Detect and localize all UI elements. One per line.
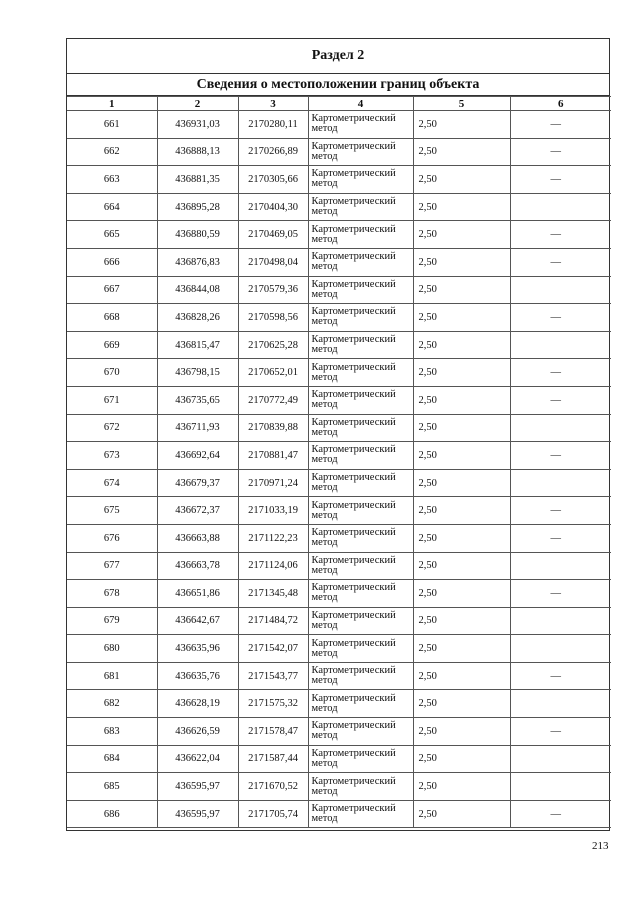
- cell-point-number: 671: [67, 386, 157, 414]
- cell-description: —: [510, 524, 611, 552]
- cell-coordinate-x: 436642,67: [157, 607, 238, 635]
- cell-coordinate-x: 436622,04: [157, 745, 238, 773]
- cell-coordinate-x: 436815,47: [157, 331, 238, 359]
- cell-accuracy: 2,50: [413, 718, 510, 746]
- cell-coordinate-x: 436844,08: [157, 276, 238, 304]
- cell-coordinate-x: 436880,59: [157, 221, 238, 249]
- cell-method: Картометрический метод: [308, 331, 413, 359]
- table-row: [67, 662, 611, 690]
- cell-point-number: 670: [67, 359, 157, 387]
- coordinates-table: [67, 96, 611, 828]
- table-row: [67, 690, 611, 718]
- cell-method: Картометрический метод: [308, 580, 413, 608]
- cell-coordinate-x: 436635,76: [157, 662, 238, 690]
- cell-point-number: 667: [67, 276, 157, 304]
- cell-point-number: 679: [67, 607, 157, 635]
- table-row: [67, 745, 611, 773]
- cell-accuracy: 2,50: [413, 166, 510, 194]
- cell-description: [510, 690, 611, 718]
- cell-point-number: 661: [67, 111, 157, 139]
- cell-description: [510, 635, 611, 663]
- cell-coordinate-y: 2171345,48: [238, 580, 308, 608]
- cell-point-number: 669: [67, 331, 157, 359]
- table-row: [67, 718, 611, 746]
- cell-method: Картометрический метод: [308, 497, 413, 525]
- cell-accuracy: 2,50: [413, 193, 510, 221]
- table-row: [67, 304, 611, 332]
- cell-coordinate-y: 2171542,07: [238, 635, 308, 663]
- cell-description: [510, 745, 611, 773]
- cell-method: Картометрический метод: [308, 166, 413, 194]
- cell-method: Картометрический метод: [308, 221, 413, 249]
- cell-point-number: 664: [67, 193, 157, 221]
- cell-description: —: [510, 580, 611, 608]
- cell-point-number: 665: [67, 221, 157, 249]
- table-row: [67, 386, 611, 414]
- cell-coordinate-x: 436931,03: [157, 111, 238, 139]
- cell-method: Картометрический метод: [308, 607, 413, 635]
- cell-coordinate-y: 2171670,52: [238, 773, 308, 801]
- cell-coordinate-y: 2170839,88: [238, 414, 308, 442]
- cell-description: —: [510, 662, 611, 690]
- cell-description: [510, 276, 611, 304]
- cell-description: —: [510, 304, 611, 332]
- cell-description: [510, 193, 611, 221]
- column-header-1: 1: [67, 97, 157, 111]
- cell-description: [510, 552, 611, 580]
- cell-accuracy: 2,50: [413, 138, 510, 166]
- cell-method: Картометрический метод: [308, 552, 413, 580]
- cell-coordinate-y: 2171543,77: [238, 662, 308, 690]
- cell-accuracy: 2,50: [413, 359, 510, 387]
- cell-accuracy: 2,50: [413, 524, 510, 552]
- table-row: [67, 552, 611, 580]
- cell-method: Картометрический метод: [308, 304, 413, 332]
- section-subtitle: Сведения о местоположении границ объекта: [67, 74, 609, 96]
- cell-method: Картометрический метод: [308, 359, 413, 387]
- table-row: [67, 497, 611, 525]
- cell-method: Картометрический метод: [308, 111, 413, 139]
- cell-point-number: 683: [67, 718, 157, 746]
- cell-accuracy: 2,50: [413, 662, 510, 690]
- cell-coordinate-y: 2171575,32: [238, 690, 308, 718]
- cell-coordinate-y: 2170579,36: [238, 276, 308, 304]
- table-row: [67, 138, 611, 166]
- cell-method: Картометрический метод: [308, 386, 413, 414]
- cell-point-number: 680: [67, 635, 157, 663]
- cell-coordinate-x: 436628,19: [157, 690, 238, 718]
- cell-accuracy: 2,50: [413, 690, 510, 718]
- cell-coordinate-x: 436888,13: [157, 138, 238, 166]
- column-header-4: 4: [308, 97, 413, 111]
- cell-accuracy: 2,50: [413, 497, 510, 525]
- cell-accuracy: 2,50: [413, 386, 510, 414]
- cell-method: Картометрический метод: [308, 276, 413, 304]
- cell-point-number: 684: [67, 745, 157, 773]
- cell-point-number: 682: [67, 690, 157, 718]
- cell-point-number: 673: [67, 442, 157, 470]
- cell-coordinate-x: 436895,28: [157, 193, 238, 221]
- table-row: [67, 193, 611, 221]
- table-row: [67, 111, 611, 139]
- column-header-2: 2: [157, 97, 238, 111]
- cell-method: Картометрический метод: [308, 745, 413, 773]
- column-header-5: 5: [413, 97, 510, 111]
- cell-coordinate-x: 436672,37: [157, 497, 238, 525]
- cell-coordinate-y: 2170305,66: [238, 166, 308, 194]
- cell-coordinate-x: 436595,97: [157, 773, 238, 801]
- cell-coordinate-x: 436876,83: [157, 248, 238, 276]
- page-number: 213: [592, 840, 609, 852]
- cell-accuracy: 2,50: [413, 635, 510, 663]
- cell-description: —: [510, 166, 611, 194]
- cell-coordinate-x: 436881,35: [157, 166, 238, 194]
- cell-coordinate-y: 2170469,05: [238, 221, 308, 249]
- table-row: [67, 524, 611, 552]
- cell-point-number: 678: [67, 580, 157, 608]
- cell-coordinate-y: 2170772,49: [238, 386, 308, 414]
- cell-description: —: [510, 718, 611, 746]
- cell-coordinate-x: 436679,37: [157, 469, 238, 497]
- table-row: [67, 414, 611, 442]
- cell-coordinate-x: 436711,93: [157, 414, 238, 442]
- cell-method: Картометрический метод: [308, 800, 413, 828]
- cell-coordinate-x: 436828,26: [157, 304, 238, 332]
- cell-method: Картометрический метод: [308, 442, 413, 470]
- cell-point-number: 674: [67, 469, 157, 497]
- cell-coordinate-y: 2171122,23: [238, 524, 308, 552]
- table-row: [67, 221, 611, 249]
- document-frame: [66, 38, 610, 831]
- cell-point-number: 677: [67, 552, 157, 580]
- cell-accuracy: 2,50: [413, 607, 510, 635]
- cell-coordinate-y: 2170971,24: [238, 469, 308, 497]
- cell-coordinate-y: 2170498,04: [238, 248, 308, 276]
- cell-method: Картометрический метод: [308, 662, 413, 690]
- table-row: [67, 469, 611, 497]
- cell-description: [510, 414, 611, 442]
- cell-method: Картометрический метод: [308, 690, 413, 718]
- cell-description: [510, 773, 611, 801]
- table-body: [67, 111, 611, 828]
- cell-coordinate-x: 436798,15: [157, 359, 238, 387]
- cell-method: Картометрический метод: [308, 138, 413, 166]
- cell-accuracy: 2,50: [413, 580, 510, 608]
- cell-method: Картометрический метод: [308, 524, 413, 552]
- cell-point-number: 672: [67, 414, 157, 442]
- cell-coordinate-x: 436626,59: [157, 718, 238, 746]
- cell-description: —: [510, 248, 611, 276]
- cell-accuracy: 2,50: [413, 469, 510, 497]
- cell-method: Картометрический метод: [308, 773, 413, 801]
- table-row: [67, 248, 611, 276]
- column-header-3: 3: [238, 97, 308, 111]
- cell-accuracy: 2,50: [413, 276, 510, 304]
- cell-accuracy: 2,50: [413, 745, 510, 773]
- cell-description: [510, 469, 611, 497]
- cell-coordinate-y: 2170881,47: [238, 442, 308, 470]
- cell-coordinate-x: 436651,86: [157, 580, 238, 608]
- cell-description: —: [510, 359, 611, 387]
- cell-method: Картометрический метод: [308, 193, 413, 221]
- cell-coordinate-y: 2171578,47: [238, 718, 308, 746]
- cell-accuracy: 2,50: [413, 800, 510, 828]
- cell-description: —: [510, 386, 611, 414]
- cell-accuracy: 2,50: [413, 304, 510, 332]
- cell-description: [510, 607, 611, 635]
- cell-accuracy: 2,50: [413, 221, 510, 249]
- table-row: [67, 442, 611, 470]
- cell-point-number: 662: [67, 138, 157, 166]
- cell-description: —: [510, 442, 611, 470]
- cell-coordinate-y: 2170266,89: [238, 138, 308, 166]
- cell-point-number: 685: [67, 773, 157, 801]
- cell-accuracy: 2,50: [413, 773, 510, 801]
- cell-description: —: [510, 221, 611, 249]
- table-row: [67, 607, 611, 635]
- cell-accuracy: 2,50: [413, 414, 510, 442]
- cell-point-number: 675: [67, 497, 157, 525]
- cell-coordinate-x: 436692,64: [157, 442, 238, 470]
- cell-method: Картометрический метод: [308, 635, 413, 663]
- cell-description: —: [510, 497, 611, 525]
- cell-coordinate-x: 436663,88: [157, 524, 238, 552]
- cell-method: Картометрический метод: [308, 248, 413, 276]
- cell-point-number: 686: [67, 800, 157, 828]
- cell-point-number: 666: [67, 248, 157, 276]
- cell-accuracy: 2,50: [413, 111, 510, 139]
- table-row: [67, 800, 611, 828]
- cell-coordinate-y: 2171124,06: [238, 552, 308, 580]
- cell-accuracy: 2,50: [413, 442, 510, 470]
- cell-coordinate-x: 436595,97: [157, 800, 238, 828]
- table-row: [67, 580, 611, 608]
- cell-coordinate-y: 2170280,11: [238, 111, 308, 139]
- cell-coordinate-x: 436735,65: [157, 386, 238, 414]
- table-row: [67, 276, 611, 304]
- cell-coordinate-y: 2170598,56: [238, 304, 308, 332]
- cell-description: —: [510, 800, 611, 828]
- cell-coordinate-y: 2170625,28: [238, 331, 308, 359]
- table-row: [67, 359, 611, 387]
- table-header-row: [67, 97, 611, 111]
- table-row: [67, 166, 611, 194]
- cell-description: [510, 331, 611, 359]
- section-title: Раздел 2: [67, 39, 609, 74]
- cell-coordinate-y: 2171033,19: [238, 497, 308, 525]
- cell-method: Картометрический метод: [308, 718, 413, 746]
- cell-method: Картометрический метод: [308, 469, 413, 497]
- cell-description: —: [510, 111, 611, 139]
- cell-point-number: 668: [67, 304, 157, 332]
- cell-description: —: [510, 138, 611, 166]
- cell-coordinate-x: 436635,96: [157, 635, 238, 663]
- table-row: [67, 773, 611, 801]
- cell-method: Картометрический метод: [308, 414, 413, 442]
- cell-accuracy: 2,50: [413, 331, 510, 359]
- table-row: [67, 635, 611, 663]
- cell-point-number: 663: [67, 166, 157, 194]
- cell-coordinate-y: 2170404,30: [238, 193, 308, 221]
- cell-accuracy: 2,50: [413, 552, 510, 580]
- table-row: [67, 331, 611, 359]
- cell-coordinate-y: 2171587,44: [238, 745, 308, 773]
- column-header-6: 6: [510, 97, 611, 111]
- cell-coordinate-x: 436663,78: [157, 552, 238, 580]
- cell-accuracy: 2,50: [413, 248, 510, 276]
- cell-point-number: 681: [67, 662, 157, 690]
- cell-coordinate-y: 2171484,72: [238, 607, 308, 635]
- cell-coordinate-y: 2171705,74: [238, 800, 308, 828]
- cell-point-number: 676: [67, 524, 157, 552]
- cell-coordinate-y: 2170652,01: [238, 359, 308, 387]
